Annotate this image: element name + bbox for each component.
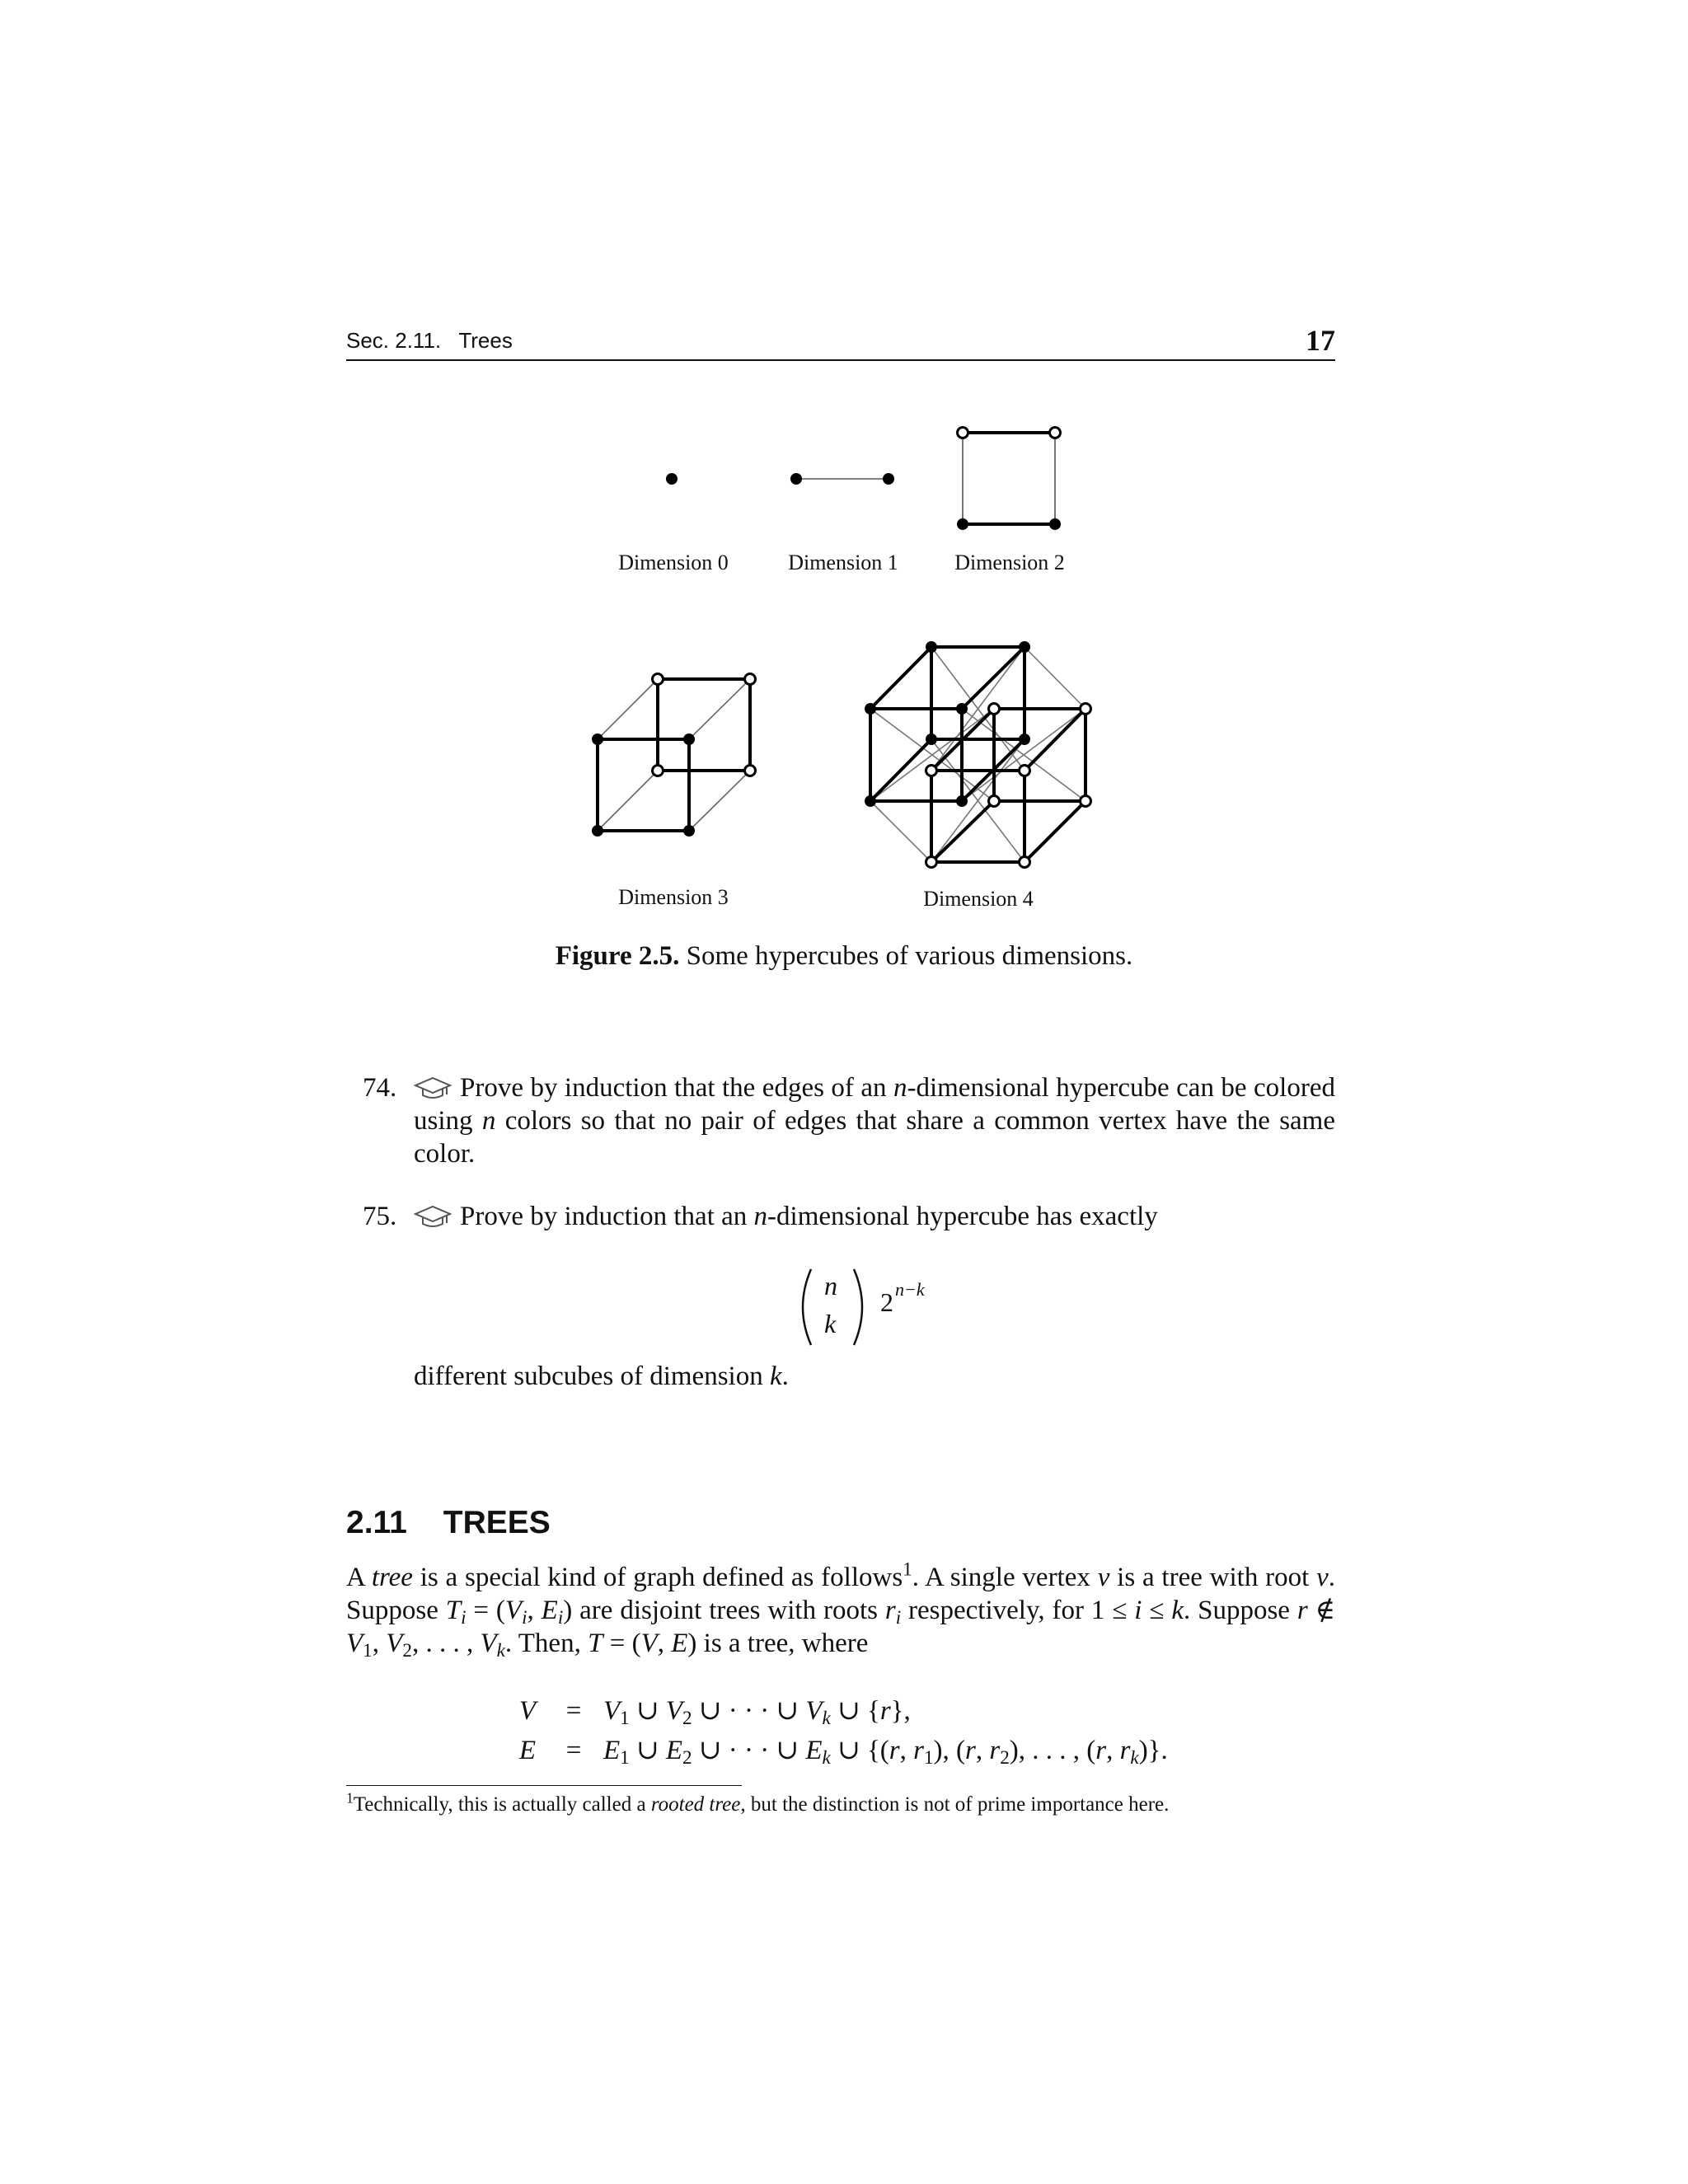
figure-caption-text: Some hypercubes of various dimensions.: [686, 941, 1133, 971]
binom-bottom: k: [824, 1309, 837, 1338]
tree-definition-paragraph: A tree is a special kind of graph defined as follows$^1$. A single vertex v is a tree with root v. Suppose $T_i = (V_i$, $E_i$) are disjoint trees with roots $r_i$ respectively, for 1 ≤ i ≤ k. Suppose r ∉ $V_1$, $V_2$, . . . , $V_k$. Then, T = (V, E) is a tree, where: [346, 1558, 1336, 1661]
edge: [689, 771, 750, 831]
edge: [689, 679, 750, 739]
page-number: 17: [1306, 324, 1335, 357]
vertex: [666, 473, 678, 485]
footnote-mark: 1: [346, 1789, 354, 1807]
vertex: [683, 825, 695, 837]
power-exponent: n−k: [895, 1279, 925, 1300]
vertex: [745, 674, 756, 685]
binom-top: n: [824, 1271, 837, 1301]
label-dimension-0: Dimension 0: [618, 551, 729, 574]
label-dimension-1: Dimension 1: [788, 551, 898, 574]
vertex: [1049, 518, 1061, 530]
vertex: [592, 733, 603, 745]
exercise-number: 74.: [363, 1073, 397, 1103]
hypercube-dim-4: [865, 641, 1091, 868]
exercise-74: [363, 1071, 1335, 1179]
section-heading: [346, 1505, 551, 1541]
power-base: 2: [880, 1287, 893, 1317]
hypercube-dim-3: [592, 674, 756, 837]
graduation-cap-icon: [414, 1076, 452, 1099]
exercise-75: [363, 1200, 1335, 1241]
edge: [598, 771, 658, 831]
label-dimension-3: Dimension 3: [618, 885, 729, 909]
vertex: [883, 473, 894, 485]
section-title: TREES: [443, 1505, 551, 1540]
vertex: [745, 766, 756, 776]
right-paren: [849, 1266, 874, 1348]
vertex: [957, 518, 968, 530]
label-dimension-4: Dimension 4: [923, 887, 1034, 911]
graduation-cap-icon: [414, 1205, 452, 1228]
vertex: [592, 825, 603, 837]
vertex: [653, 766, 663, 776]
hypercube-dim-2: [957, 428, 1061, 531]
hypercube-figure: [0, 0, 1688, 971]
label-dimension-2: Dimension 2: [954, 551, 1065, 574]
section-number: 2.11: [346, 1505, 407, 1540]
section-header: Sec. 2.11. Trees: [346, 328, 513, 353]
hypercube-drawings: [0, 0, 1688, 923]
exercise-text: Prove by induction that an n-dimensional hypercube has exactly: [414, 1200, 1335, 1233]
binomial-expression: [791, 1266, 989, 1348]
vertex: [653, 674, 663, 685]
vertex: [790, 473, 802, 485]
exercise-75-continuation: different subcubes of dimension k.: [414, 1361, 789, 1391]
exercise-number: 75.: [363, 1202, 397, 1231]
hypercube-dim-1: [790, 473, 894, 485]
hypercube-dim-0: [666, 473, 678, 485]
figure-caption-label: Figure 2.5.: [555, 941, 680, 971]
footnote: $^1$Technically, this is actually called a rooted tree, but the distinction is not of prime importance here.: [346, 1789, 1170, 1816]
vertex: [1050, 428, 1061, 438]
edge: [598, 679, 658, 739]
figure-caption: [0, 941, 1688, 972]
left-paren: [791, 1266, 816, 1348]
exercise-text: Prove by induction that the edges of an n-dimensional hypercube can be colored using n colors so that no pair of edges that share a common vertex have the same color.: [414, 1073, 1335, 1169]
vertex: [958, 428, 968, 438]
footnote-rule: [346, 1785, 742, 1786]
vertex: [683, 733, 695, 745]
